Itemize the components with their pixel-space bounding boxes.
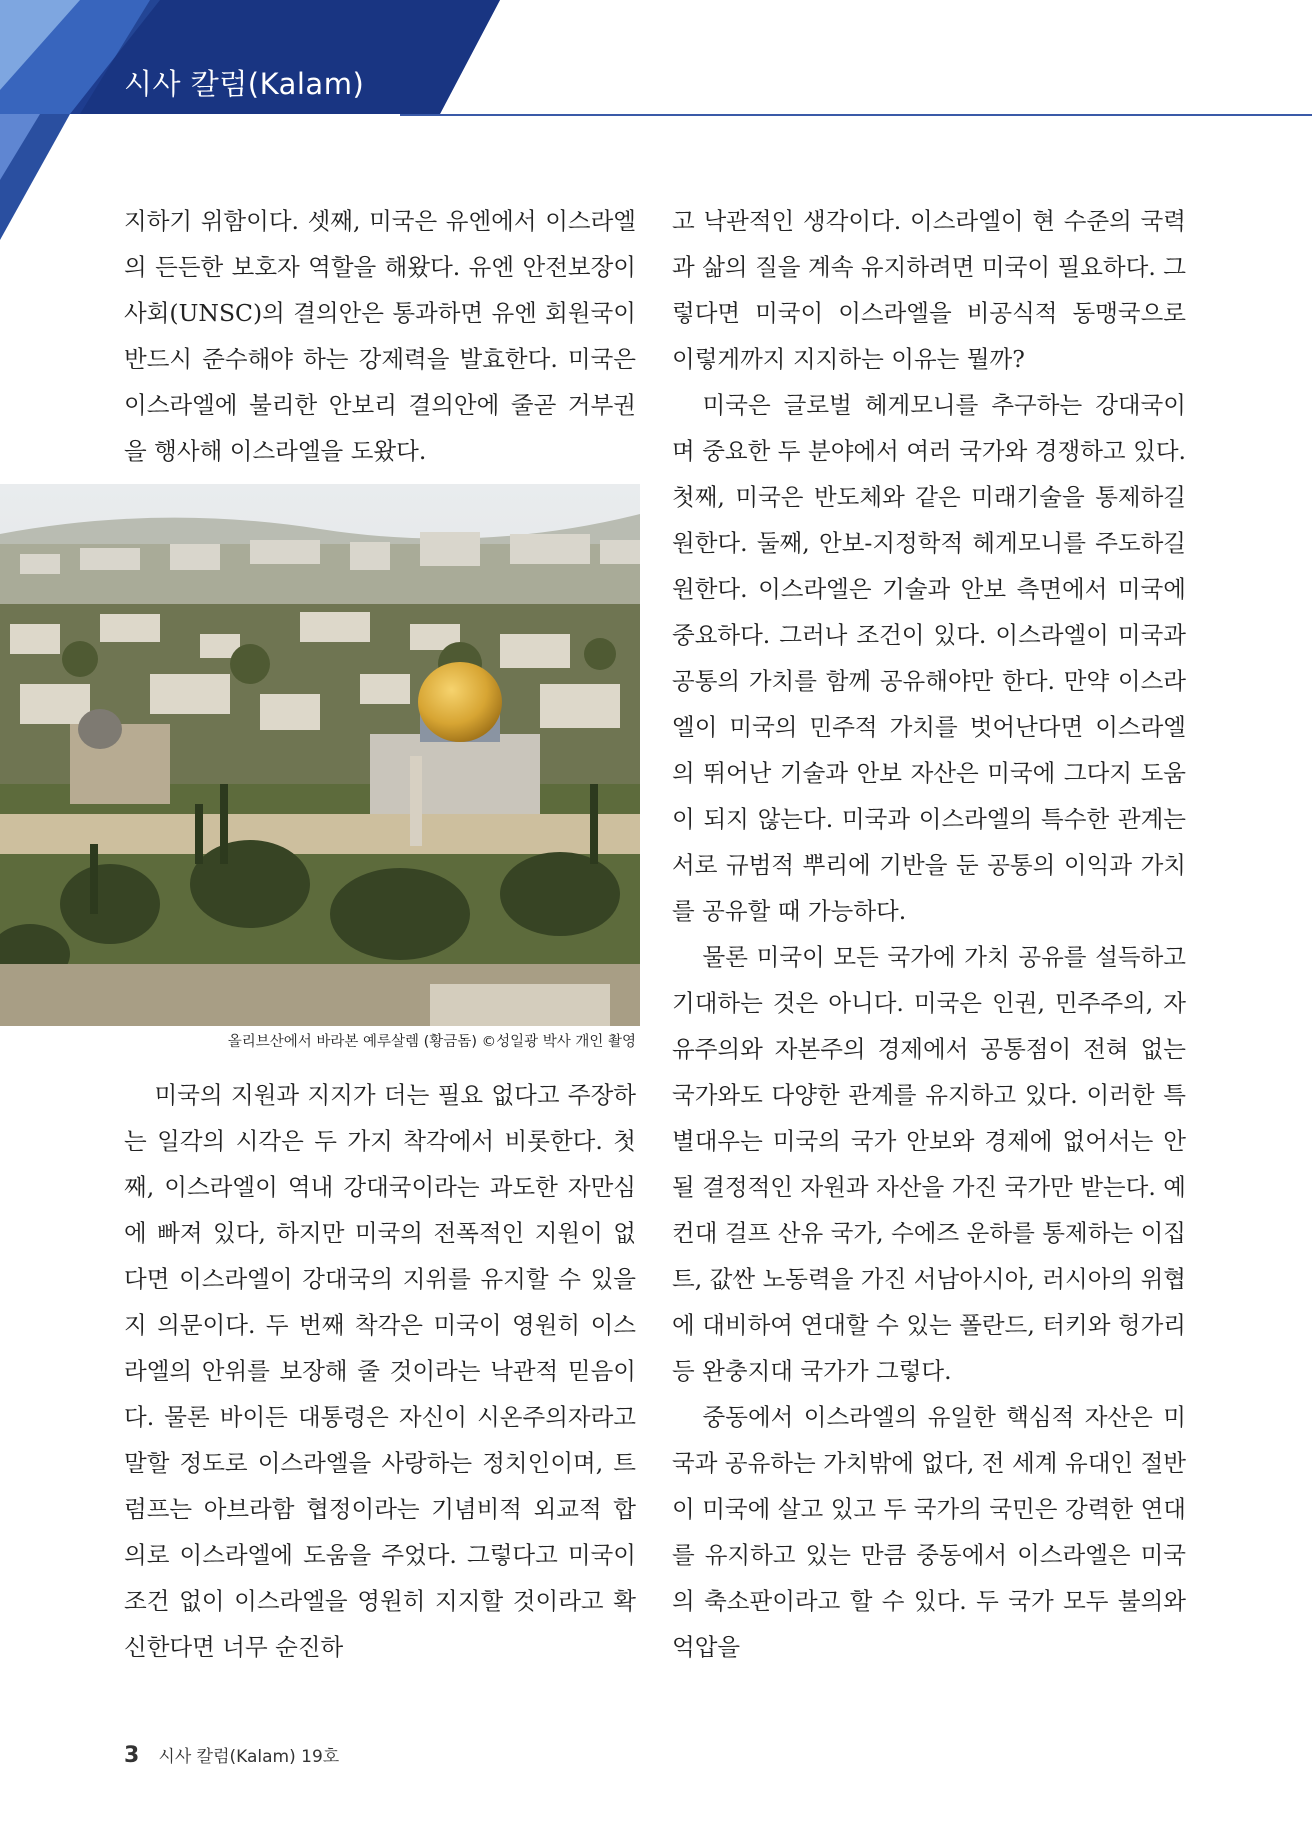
photo-caption: 올리브산에서 바라본 예루살렘 (황금돔) ©성일광 박사 개인 촬영 [227, 1034, 636, 1050]
body-paragraph: 중동에서 이스라엘의 유일한 핵심적 자산은 미국과 공유하는 가치밖에 없다, 전 세계 유대인 절반이 미국에 살고 있고 두 국가의 국민은 강력한 연대를 유지하고 있는 만큼 중동에서 이스라엘은 미국의 축소판이라고 할 수 있다. 두 국가 모두 불의와 억압을 [672, 1403, 1186, 1661]
publication-name: 시사 칼럼(Kalam) 19호 [158, 1747, 340, 1767]
body-paragraph: 미국은 글로벌 헤게모니를 추구하는 강대국이며 중요한 두 분야에서 여러 국가와 경쟁하고 있다. 첫째, 미국은 반도체와 같은 미래기술을 통제하길 원한다. 둘째, 안보-지정학적 헤게모니를 주도하길 원한다. 이스라엘은 기술과 안보 측면에서 미국에 중요하다. 그러나 조건이 있다. 이스라엘이 미국과 공통의 가치를 함께 공유해야만 한다. 만약 이스라엘이 미국의 민주적 가치를 벗어난다면 이스라엘의 뛰어난 기술과 안보 자산은 미국에 그다지 도움이 되지 않는다. 미국과 이스라엘의 특수한 관계는 서로 규범적 뿌리에 기반을 둔 공통의 이익과 가치를 공유할 때 가능하다. [672, 391, 1186, 925]
header-rule [400, 114, 1312, 116]
right-column [672, 198, 1186, 1670]
body-paragraph: 물론 미국이 모든 국가에 가치 공유를 설득하고 기대하는 것은 아니다. 미국은 인권, 민주주의, 자유주의와 자본주의 경제에서 공통점이 전혀 없는 국가와도 다양한 관계를 유지하고 있다. 이러한 특별대우는 미국의 국가 안보와 경제에 없어서는 안 될 결정적인 자원과 자산을 가진 국가만 받는다. 예컨대 걸프 산유 국가, 수에즈 운하를 통제하는 이집트, 값싼 노동력을 가진 서남아시아, 러시아의 위협에 대비하여 연대할 수 있는 폴란드, 터키와 헝가리 등 완충지대 국가가 그렇다. [672, 943, 1186, 1385]
jerusalem-photo [0, 484, 640, 1026]
body-paragraph: 미국의 지원과 지지가 더는 필요 없다고 주장하는 일각의 시각은 두 가지 착각에서 비롯한다. 첫째, 이스라엘이 역내 강대국이라는 과도한 자만심에 빠져 있다, 하지만 미국의 전폭적인 지원이 없다면 이스라엘이 강대국의 지위를 유지할 수 있을지 의문이다. 두 번째 착각은 미국이 영원히 이스라엘의 안위를 보장해 줄 것이라는 낙관적 믿음이다. 물론 바이든 대통령은 자신이 시온주의자라고 말할 정도로 이스라엘을 사랑하는 정치인이며, 트럼프는 아브라함 협정이라는 기념비적 외교적 합의로 이스라엘에 도움을 주었다. 그렇다고 미국이 조건 없이 이스라엘을 영원히 지지할 것이라고 확신한다면 너무 순진하 [124, 1081, 636, 1661]
section-title: 시사 칼럼(Kalam) [124, 67, 365, 101]
left-column-bottom [124, 1072, 636, 1670]
left-column-top [124, 198, 636, 474]
page-number: 3 [124, 1743, 140, 1768]
body-paragraph: 지하기 위함이다. 셋째, 미국은 유엔에서 이스라엘의 든든한 보호자 역할을 해왔다. 유엔 안전보장이사회(UNSC)의 결의안은 통과하면 유엔 회원국이 반드시 준수해야 하는 강제력을 발효한다. 미국은 이스라엘에 불리한 안보리 결의안에 줄곧 거부권을 행사해 이스라엘을 도왔다. [124, 207, 636, 465]
body-paragraph: 고 낙관적인 생각이다. 이스라엘이 현 수준의 국력과 삶의 질을 계속 유지하려면 미국이 필요하다. 그렇다면 미국이 이스라엘을 비공식적 동맹국으로 이렇게까지 지지하는 이유는 뭘까? [672, 207, 1186, 373]
page-footer [124, 1742, 339, 1768]
